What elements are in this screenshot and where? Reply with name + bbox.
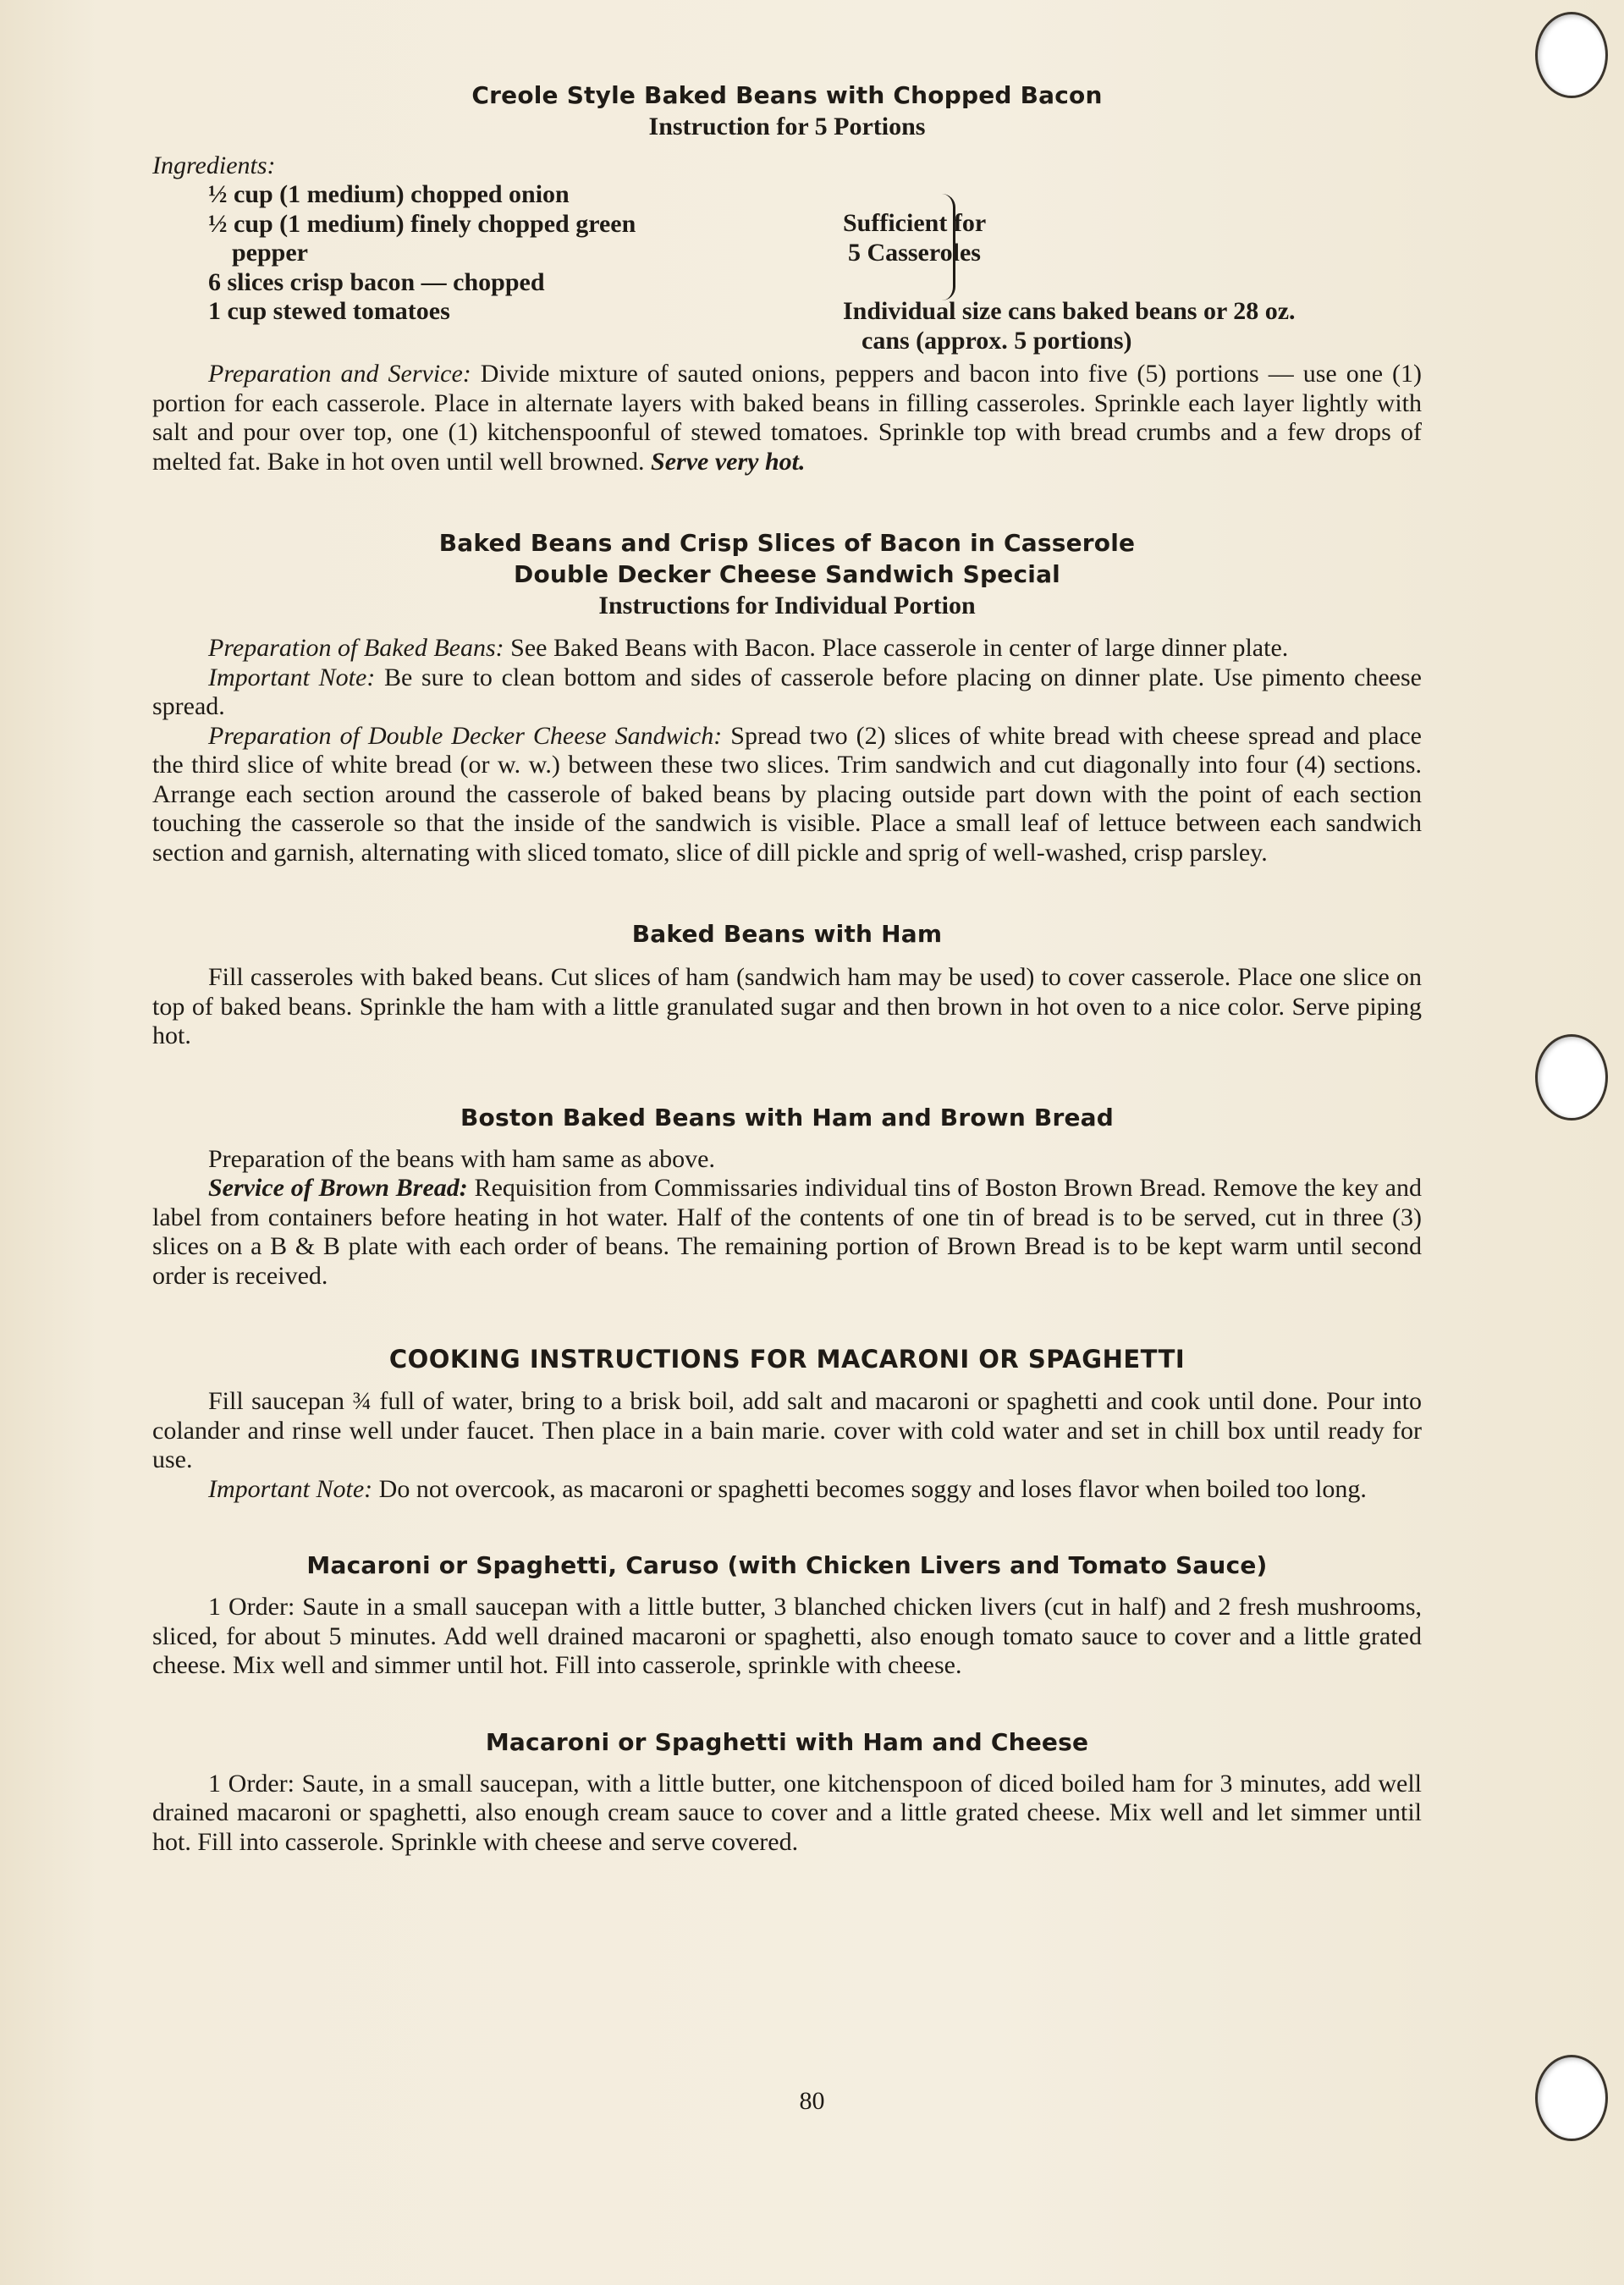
- paragraph: [152, 663, 1422, 722]
- paragraph: [152, 634, 1422, 663]
- paragraph: [152, 1174, 1422, 1291]
- serve-note: Serve very hot.: [651, 447, 806, 476]
- section-title: Macaroni or Spaghetti with Ham and Cheese: [485, 1727, 1089, 1756]
- paragraph: Preparation of the beans with ham same as above.: [208, 1144, 715, 1173]
- cans-line: cans (approx. 5 portions): [862, 326, 1132, 355]
- paragraph-text: See Baked Beans with Bacon. Place casserole in center of large dinner plate.: [504, 634, 1289, 662]
- binder-hole-middle: [1535, 1034, 1608, 1120]
- paragraph-text: Be sure to clean bottom and sides of casserole before placing on dinner plate. Use pimento cheese spread.: [152, 663, 1422, 720]
- cans-line: Individual size cans baked beans or 28 oz.: [843, 297, 1296, 325]
- section-macaroni-caruso: [152, 1551, 1422, 1681]
- paragraph: [152, 722, 1422, 868]
- section-subtitle: Instructions for Individual Portion: [598, 592, 976, 619]
- ingredient-item: ½ cup (1 medium) chopped onion: [208, 180, 570, 208]
- paragraph: Fill saucepan ¾ full of water, bring to a brisk boil, add salt and macaroni or spaghetti and cook until done. Pour into colander and rinse well under faucet. Then place in a bain marie. cover with cold water and set in chill box until ready for use.: [152, 1387, 1422, 1473]
- ingredient-item: ½ cup (1 medium) finely chopped green: [208, 209, 636, 238]
- ingredients-list: [208, 180, 936, 327]
- paragraph-text: Spread two (2) slices of white bread with cheese spread and place the third slice of white bread (or w. w.) between these two slices. Trim sandwich and cut diagonally into four (4) sections. Arrange each section around the casserole of baked beans by placing outside part down with the point of each section touching the casserole so that the inside of the sandwich is visible. Place a small leaf of lettuce between each sandwich section and garnish, alternating with sliced tomato, slice of dill pickle and sprig of well-washed, crisp parsley.: [152, 721, 1422, 867]
- section-title-second: Double Decker Cheese Sandwich Special: [514, 560, 1060, 588]
- sufficient-line: Sufficient for: [843, 209, 987, 237]
- page-content: [152, 81, 1422, 1857]
- section-title: Baked Beans with Ham: [631, 920, 943, 948]
- section-title: Boston Baked Beans with Ham and Brown Bread: [460, 1103, 1115, 1131]
- preparation-paragraph: [152, 360, 1422, 476]
- binder-hole-top: [1535, 12, 1608, 98]
- sufficient-line: 5 Casseroles: [848, 238, 981, 267]
- paragraph-label: Preparation of Baked Beans:: [208, 634, 504, 662]
- section-casserole-sandwich: [152, 529, 1422, 867]
- paragraph-label: Service of Brown Bread:: [208, 1174, 468, 1202]
- paragraph-text: Do not overcook, as macaroni or spaghetti becomes soggy and loses flavor when boiled too long.: [372, 1474, 1367, 1503]
- paragraph-label: Important Note:: [208, 1474, 373, 1503]
- sufficient-note: [843, 209, 1097, 267]
- section-title: Baked Beans and Crisp Slices of Bacon in Casserole: [438, 529, 1136, 557]
- preparation-label: Preparation and Service:: [208, 360, 471, 388]
- ingredient-item-continued: pepper: [232, 239, 308, 267]
- section-macaroni-ham-cheese: [152, 1728, 1422, 1858]
- section-baked-beans-ham: [152, 920, 1422, 1051]
- section-cooking-instructions: [152, 1345, 1422, 1504]
- paragraph: 1 Order: Saute in a small saucepan with a little butter, 3 blanched chicken livers (cut in half) and 2 fresh mushrooms, sliced, for about 5 minutes. Add well drained macaroni or spaghetti, also enough tomato sauce to cover and a little grated cheese. Mix well and simmer until hot. Fill into casserole, sprinkle with cheese.: [152, 1593, 1422, 1679]
- section-boston-baked-beans: [152, 1104, 1422, 1291]
- section-creole-baked-beans: [152, 81, 1422, 476]
- section-title: Creole Style Baked Beans with Chopped Bacon: [471, 81, 1103, 109]
- paragraph-label: Preparation of Double Decker Cheese Sandwich:: [208, 721, 723, 750]
- section-subtitle: Instruction for 5 Portions: [648, 113, 926, 140]
- preparation-text: Divide mixture of sauted onions, peppers and bacon into five (5) portions — use one (1) portion for each casserole. Place in alternate layers with baked beans in filling casseroles. Sprinkle each layer lightly with salt and pour over top, one (1) kitchenspoonful of stewed tomatoes. Sprinkle top with bread crumbs and a few drops of melted fat. Bake in hot oven until well browned.: [152, 360, 1422, 476]
- ingredient-item: 6 slices crisp bacon — chopped: [208, 267, 545, 296]
- ingredients-block: [152, 180, 1422, 360]
- paragraph-label: Important Note:: [208, 663, 376, 691]
- section-title: COOKING INSTRUCTIONS FOR MACARONI OR SPAGHETTI: [388, 1345, 1186, 1374]
- cans-note: [843, 297, 1435, 355]
- paragraph: [152, 1475, 1422, 1505]
- paragraph: 1 Order: Saute, in a small saucepan, with a little butter, one kitchenspoon of diced boiled ham for 3 minutes, add well drained macaroni or spaghetti, also enough cream sauce to cover and a little grated cheese. Mix well and let simmer until hot. Fill into casserole. Sprinkle with cheese and serve covered.: [152, 1769, 1422, 1856]
- ingredients-label: Ingredients:: [152, 151, 276, 179]
- paragraph-text: Requisition from Commissaries individual tins of Boston Brown Bread. Remove the key and label from containers before heating in hot water. Half of the contents of one tin of bread is to be served, cut in three (3) slices on a B & B plate with each order of beans. The remaining portion of Brown Bread is to be kept warm until second order is received.: [152, 1174, 1422, 1290]
- ingredient-item: 1 cup stewed tomatoes: [208, 297, 450, 325]
- page-number: 80: [799, 2087, 825, 2115]
- paragraph: Fill casseroles with baked beans. Cut slices of ham (sandwich ham may be used) to cover casserole. Place one slice on top of baked beans. Sprinkle the ham with a little granulated sugar and then brown in hot oven to a nice color. Serve piping hot.: [152, 963, 1422, 1049]
- section-title: Macaroni or Spaghetti, Caruso (with Chicken Livers and Tomato Sauce): [306, 1551, 1268, 1579]
